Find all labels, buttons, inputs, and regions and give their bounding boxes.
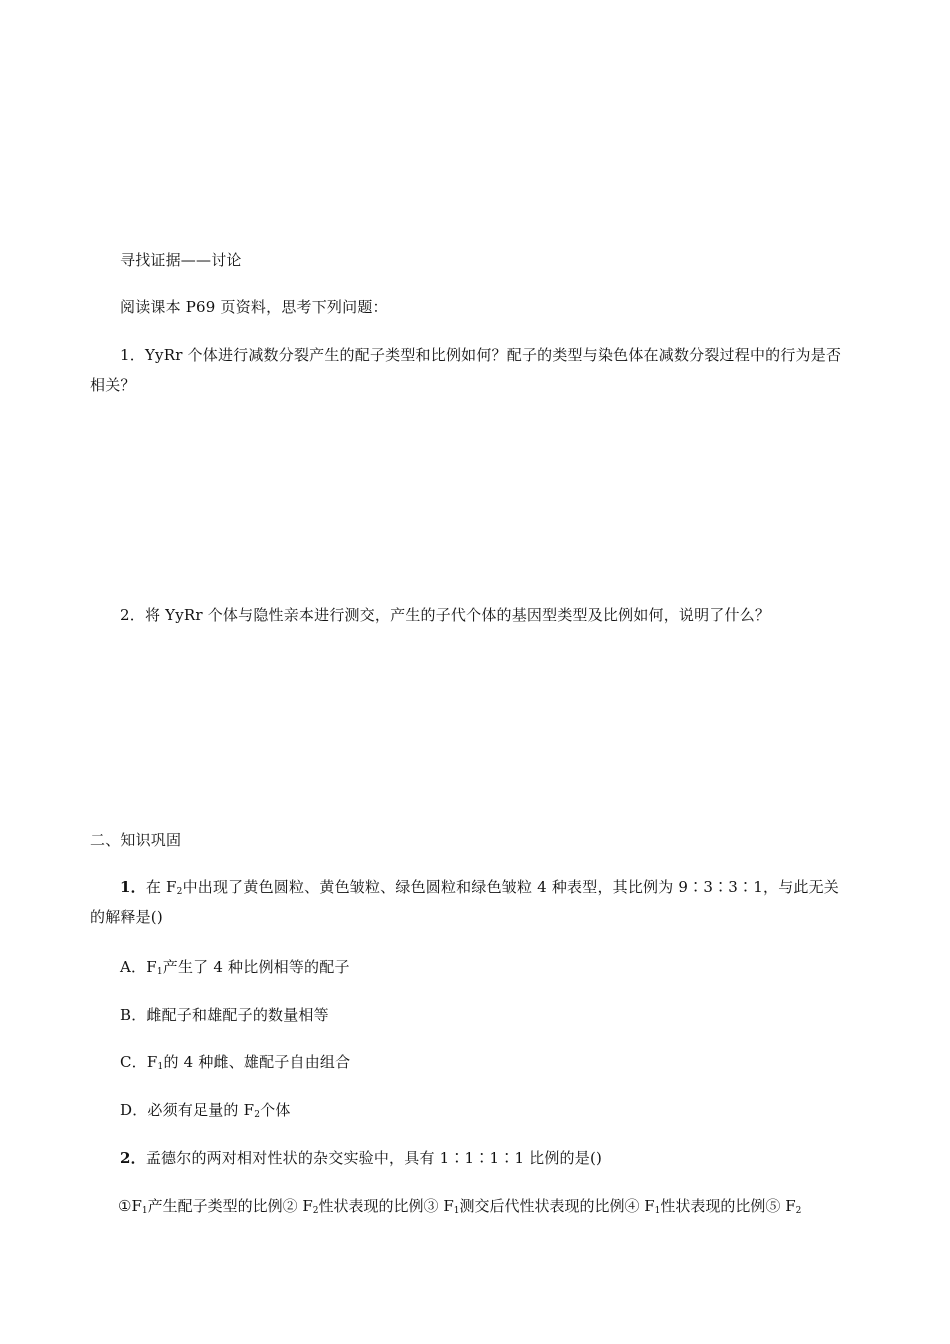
option-c xyxy=(120,1055,350,1070)
item-text: ④ F xyxy=(624,1197,655,1215)
item-text: ⑤ F xyxy=(765,1197,796,1215)
option-text: 的 4 种雌、雄配子自由组合 xyxy=(163,1053,351,1071)
item-text: 产生配子类型的比例 xyxy=(147,1197,283,1215)
subscript: 1 xyxy=(453,1206,460,1216)
subscript: 2 xyxy=(312,1206,319,1216)
item-text: ①F xyxy=(118,1197,142,1215)
section-title: 寻找证据——讨论 xyxy=(120,251,242,269)
option-a xyxy=(120,960,350,975)
option-d xyxy=(120,1103,291,1118)
section-intro: 阅读课本 P69 页资料，思考下列问题： xyxy=(120,298,388,316)
subscript: 1 xyxy=(141,1206,148,1216)
option-text: C．F xyxy=(120,1053,158,1071)
item-text: 性状表现的比例 xyxy=(660,1197,766,1215)
item-text: ③ F xyxy=(423,1197,454,1215)
question-text: 孟德尔的两对相对性状的杂交实验中，具有 1∶1∶1∶1 比例的是() xyxy=(145,1149,603,1167)
subscript: 1 xyxy=(654,1206,661,1216)
consolidation-question-2 xyxy=(120,1151,602,1166)
option-text: D．必须有足量的 F xyxy=(120,1101,255,1119)
option-text: 产生了 4 种比例相等的配子 xyxy=(162,958,350,976)
subscript: 1 xyxy=(157,1062,164,1072)
subscript: 2 xyxy=(254,1110,261,1120)
item-text: 测交后代性状表现的比例 xyxy=(459,1197,625,1215)
question-text-part: 在 F xyxy=(145,878,177,896)
question-number: 1． xyxy=(120,878,146,896)
subscript: 1 xyxy=(156,967,163,977)
question-1-text: 1．YyRr 个体进行减数分裂产生的配子类型和比例如何？配子的类型与染色体在减数分裂过程中的行为是否相关？ xyxy=(90,346,842,394)
consolidation-heading: 二、知识巩固 xyxy=(90,831,182,849)
question-2-items xyxy=(118,1199,801,1214)
question-text-part: 中出现了黄色圆粒、黄色皱粒、绿色圆粒和绿色皱粒 4 种表型，其比例为 9∶3∶3∶1，与此无关的解释是() xyxy=(90,878,839,926)
subscript: 2 xyxy=(176,887,183,897)
option-text: 个体 xyxy=(260,1101,291,1119)
subscript: 2 xyxy=(795,1206,802,1216)
item-text: ② F xyxy=(282,1197,313,1215)
option-text: B．雌配子和雄配子的数量相等 xyxy=(120,1006,329,1024)
option-text: A．F xyxy=(120,958,157,976)
option-b xyxy=(120,1008,329,1023)
consolidation-question-1 xyxy=(90,872,850,932)
item-text: 性状表现的比例 xyxy=(318,1197,424,1215)
question-number: 2． xyxy=(120,1149,146,1167)
question-2-text: 2．将 YyRr 个体与隐性亲本进行测交，产生的子代个体的基因型类型及比例如何，说明了什么？ xyxy=(120,606,771,624)
